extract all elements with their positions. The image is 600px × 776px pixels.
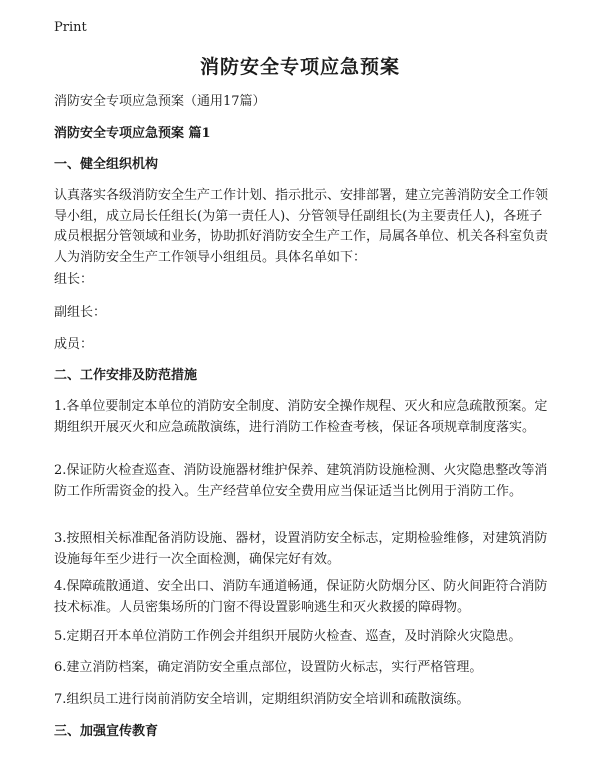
heading-organization: 一、健全组织机构 [54, 157, 159, 172]
role-member: 成员： [54, 337, 94, 352]
measure-item-3: 3.按照相关标准配备消防设施、器材，设置消防安全标志，定期检验维修，对建筑消防设施每年至少进行一次全面检测，确保完好有效。 [54, 531, 548, 567]
measure-item-4: 4.保障疏散通道、安全出口、消防车通道畅通，保证防火防烟分区、防火间距符合消防技术标准。人员密集场所的门窗不得设置影响逃生和灭火救援的障碍物。 [54, 579, 548, 615]
section-title: 消防安全专项应急预案 篇1 [54, 126, 211, 141]
document-subtitle: 消防安全专项应急预案（通用17篇） [54, 94, 266, 109]
measure-item-7: 7.组织员工进行岗前消防安全培训，定期组织消防安全培训和疏散演练。 [54, 692, 470, 707]
measure-item-1: 1.各单位要制定本单位的消防安全制度、消防安全操作规程、灭火和应急疏散预案。定期组织开展灭火和应急疏散演练，进行消防工作检查考核，保证各项规章制度落实。 [54, 399, 548, 435]
role-deputy: 副组长： [54, 305, 107, 320]
role-leader: 组长： [54, 272, 94, 287]
measure-item-5: 5.定期召开本单位消防工作例会并组织开展防火检查、巡查，及时消除火灾隐患。 [54, 629, 522, 644]
heading-measures: 二、工作安排及防范措施 [54, 368, 198, 383]
intro-paragraph: 认真落实各级消防安全生产工作计划、指示批示、安排部署，建立完善消防安全工作领导小组，成立局长任组长(为第一责任人)、分管领导任副组长(为主要责任人)，各班子成员根据分管领域和业务，协助抓好消防安全生产工作，局属各单位、机关各科室负责人为消防安全生产工作领导小组组员。具体名单如下： [54, 188, 549, 265]
document-title: 消防安全专项应急预案 [199, 56, 400, 78]
measure-item-6: 6.建立消防档案，确定消防安全重点部位，设置防火标志，实行严格管理。 [54, 660, 483, 675]
measure-item-2: 2.保证防火检查巡查、消防设施器材维护保养、建筑消防设施检测、火灾隐患整改等消防工作所需资金的投入。生产经营单位安全费用应当保证适当比例用于消防工作。 [54, 463, 548, 499]
print-label[interactable]: Print [54, 20, 87, 35]
heading-publicity: 三、加强宣传教育 [54, 724, 159, 739]
